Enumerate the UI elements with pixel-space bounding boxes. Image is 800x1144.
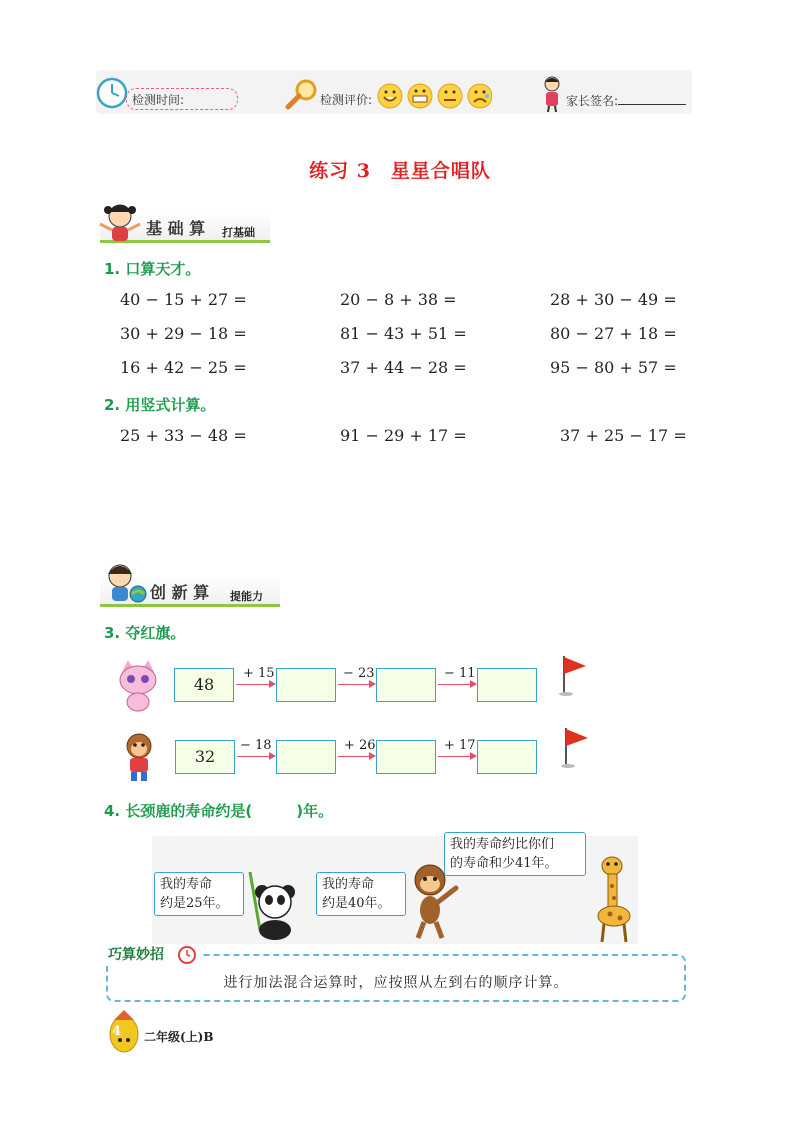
q1-expression: 40 − 15 + 27 = xyxy=(120,290,247,309)
answer-box[interactable] xyxy=(477,740,537,774)
time-label: 检测时间: xyxy=(132,93,185,107)
start-number: 32 xyxy=(194,747,216,766)
chain-box-start xyxy=(174,668,234,702)
section-subtitle-basic: 打基础 xyxy=(222,226,255,239)
panda-speech-bubble xyxy=(154,872,244,916)
monkey-line-2: 约是40年。 xyxy=(322,896,391,911)
monkey-line-1: 我的寿命 xyxy=(322,877,375,892)
parent-sign-label: 家长签名: xyxy=(566,94,619,108)
smile-face-icon xyxy=(378,84,402,108)
chain-box-start xyxy=(175,740,235,774)
q1-expression: 28 + 30 − 49 = xyxy=(550,290,677,309)
grade-label: 二年级(上)B xyxy=(144,1030,214,1044)
q1-expression: 30 + 29 − 18 = xyxy=(120,324,247,343)
arrow-line xyxy=(237,756,270,757)
q2-expression: 91 − 29 + 17 = xyxy=(340,426,467,445)
cat-icon xyxy=(116,658,160,712)
q1-expression: 20 − 8 + 38 = xyxy=(340,290,457,309)
panda-line-1: 我的寿命 xyxy=(160,877,213,892)
red-flag-icon xyxy=(560,726,592,768)
monkey-icon xyxy=(118,732,160,782)
page-title: 练习 3 星星合唱队 xyxy=(309,160,491,182)
alarm-clock-icon xyxy=(176,944,198,964)
panda-line-2: 约是25年。 xyxy=(160,896,229,911)
giraffe-speech-bubble xyxy=(444,832,586,876)
q1-expression: 81 − 43 + 51 = xyxy=(340,324,467,343)
arrow-head-icon xyxy=(369,680,376,688)
evaluation-faces xyxy=(376,82,492,110)
q1-expression: 16 + 42 − 25 = xyxy=(120,358,247,377)
question-2-title: 2. 用竖式计算。 xyxy=(104,396,216,414)
arrow-line xyxy=(236,684,270,685)
parent-figure-icon xyxy=(538,74,566,112)
arrow-line xyxy=(338,684,370,685)
panda-icon xyxy=(244,870,300,940)
red-flag-icon xyxy=(558,654,590,696)
giraffe-line-1: 我的寿命约比你们 xyxy=(450,837,555,852)
tip-text: 进行加法混合运算时，应按照从左到右的顺序计算。 xyxy=(223,975,569,991)
q2-expression: 37 + 25 − 17 = xyxy=(560,426,687,445)
arrow-line xyxy=(338,756,370,757)
magnifier-icon xyxy=(284,78,320,110)
q2-expression: 25 + 33 − 48 = xyxy=(120,426,247,445)
giraffe-icon xyxy=(590,852,640,944)
arrow-head-icon xyxy=(470,680,477,688)
arrow-head-icon xyxy=(470,752,477,760)
arrow-head-icon xyxy=(269,680,276,688)
operation-label: + 26 xyxy=(344,738,376,753)
girl-mascot-icon xyxy=(98,200,142,244)
page-number: 4 xyxy=(112,1024,122,1039)
q4-title-before: 4. 长颈鹿的寿命约是( xyxy=(104,802,253,820)
answer-box[interactable] xyxy=(376,668,436,702)
section-title-basic: 基 础 算 xyxy=(146,219,206,238)
q1-expression: 80 − 27 + 18 = xyxy=(550,324,677,343)
boy-mascot-icon xyxy=(100,560,150,608)
arrow-line xyxy=(438,756,471,757)
start-number: 48 xyxy=(193,675,215,694)
neutral-face-icon xyxy=(438,84,462,108)
q1-expression: 95 − 80 + 57 = xyxy=(550,358,677,377)
grin-face-icon xyxy=(408,84,432,108)
question-4-title xyxy=(104,800,333,821)
eval-label: 检测评价: xyxy=(320,93,373,107)
operation-label: − 18 xyxy=(240,738,272,753)
answer-box[interactable] xyxy=(276,668,336,702)
section-title-innovate: 创 新 算 xyxy=(150,583,210,602)
question-3-title: 3. 夺红旗。 xyxy=(104,624,186,642)
section-subtitle-innovate: 提能力 xyxy=(230,590,263,603)
q4-title-after: )年。 xyxy=(296,802,334,820)
q1-expression: 37 + 44 − 28 = xyxy=(340,358,467,377)
answer-box[interactable] xyxy=(477,668,537,702)
answer-box[interactable] xyxy=(376,740,436,774)
operation-label: + 17 xyxy=(444,738,476,753)
question-1-title: 1. 口算天才。 xyxy=(104,260,201,278)
answer-box[interactable] xyxy=(276,740,336,774)
arrow-head-icon xyxy=(369,752,376,760)
arrow-head-icon xyxy=(269,752,276,760)
monkey-speech-bubble xyxy=(316,872,406,916)
operation-label: − 11 xyxy=(444,666,476,681)
operation-label: + 15 xyxy=(243,666,275,681)
parent-sign-field[interactable] xyxy=(618,104,686,105)
giraffe-line-2: 的寿命和少41年。 xyxy=(450,856,558,871)
pencil-mascot-icon xyxy=(104,1010,144,1058)
clock-icon xyxy=(96,76,130,110)
operation-label: − 23 xyxy=(343,666,375,681)
arrow-line xyxy=(438,684,471,685)
tip-label: 巧算妙招 xyxy=(108,947,164,963)
sad-face-icon xyxy=(468,84,492,108)
